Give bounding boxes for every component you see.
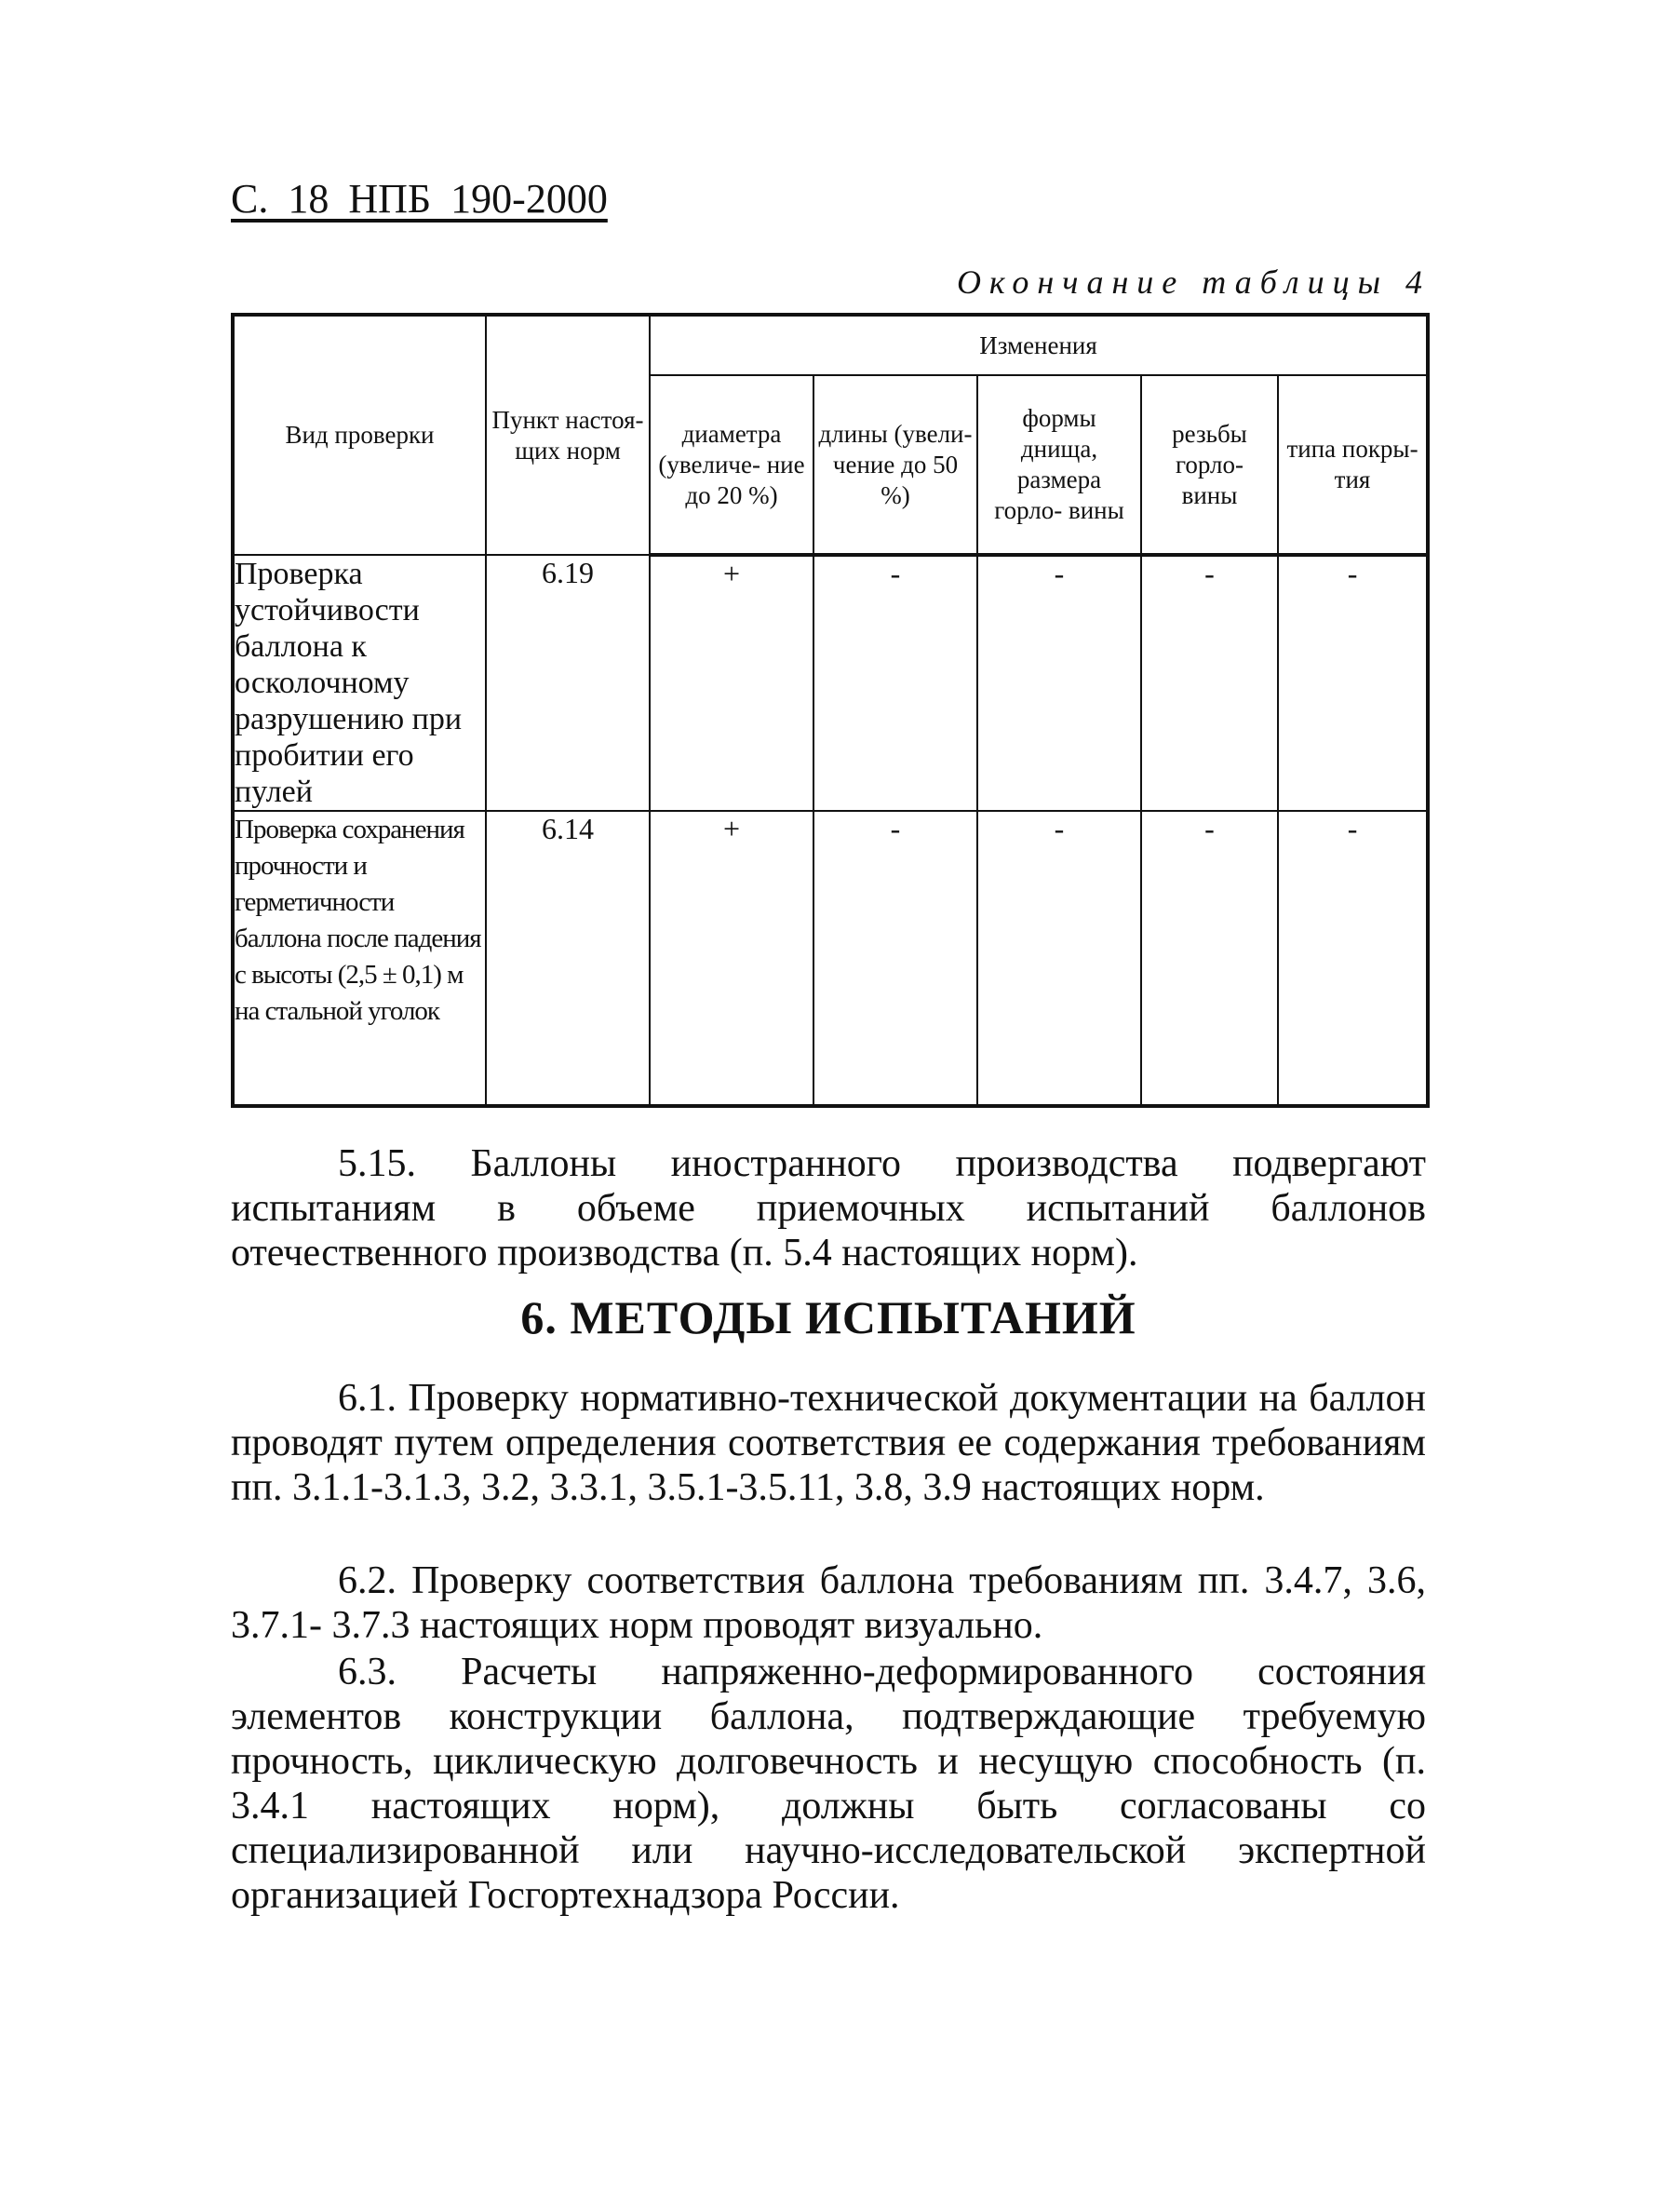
section-heading: 6. МЕТОДЫ ИСПЫТАНИЙ [520, 1291, 1136, 1343]
mark-thread: - [1141, 811, 1278, 1106]
mark-coating: - [1278, 811, 1428, 1106]
item-number: 6.19 [486, 555, 650, 811]
check-name: Проверка устойчивости баллона к осколочному разрушению при пробитии его пулей [233, 555, 486, 811]
column-header-check-type: Вид проверки [233, 315, 486, 555]
mark-diameter: + [650, 811, 813, 1106]
tests-table [231, 313, 1430, 1108]
mark-length: - [813, 811, 977, 1106]
mark-thread: - [1141, 555, 1278, 811]
mark-length: - [813, 555, 977, 811]
mark-bottom-shape: - [977, 555, 1141, 811]
column-header-length: длины (увели- чение до 50 %) [813, 375, 977, 555]
mark-diameter: + [650, 555, 813, 811]
column-header-bottom-shape: формы днища, размера горло- вины [977, 375, 1141, 555]
column-header-coating: типа покры- тия [1278, 375, 1428, 555]
paragraph-6-1: 6.1. Проверку нормативно-технической документации на баллон проводят путем определения соответствия ее содержания требованиям пп. 3.1.1-3.1.3, 3.2, 3.3.1, 3.5.1-3.5.11, 3.8, 3.9 настоящих норм. [231, 1377, 1426, 1509]
page-header: С. 18 НПБ 190-2000 [231, 176, 608, 222]
paragraph-6-2: 6.2. Проверку соответствия баллона требованиям пп. 3.4.7, 3.6, 3.7.1- 3.7.3 настоящих норм проводят визуально. [231, 1559, 1426, 1647]
mark-coating: - [1278, 555, 1428, 811]
item-number: 6.14 [486, 811, 650, 1106]
column-header-item: Пункт настоя- щих норм [486, 315, 650, 555]
mark-bottom-shape: - [977, 811, 1141, 1106]
paragraph-5-15: 5.15. Баллоны иностранного производства подвергают испытаниям в объеме приемочных испытаний баллонов отечественного производства (п. 5.4 настоящих норм). [231, 1142, 1426, 1275]
paragraph-6-3: 6.3. Расчеты напряженно-деформированного состояния элементов конструкции баллона, подтверждающие требуемую прочность, циклическую долговечность и несущую способность (п. 3.4.1 настоящих норм), должны быть согласованы со специализированной или научно-исследовательской экспертной организацией Госгортехнадзора России. [231, 1651, 1426, 1917]
table-caption: Окончание таблицы 4 [956, 263, 1431, 301]
table-row [233, 811, 1428, 1106]
check-name: Проверка сохранения прочности и герметичности баллона после падения с высоты (2,5 ± 0,1) м на стальной уголок [233, 811, 486, 1106]
column-header-diameter: диаметра (увеличе- ние до 20 %) [650, 375, 813, 555]
column-group-changes: Изменения [650, 315, 1428, 375]
column-header-thread: резьбы горло- вины [1141, 375, 1278, 555]
table-row [233, 555, 1428, 811]
